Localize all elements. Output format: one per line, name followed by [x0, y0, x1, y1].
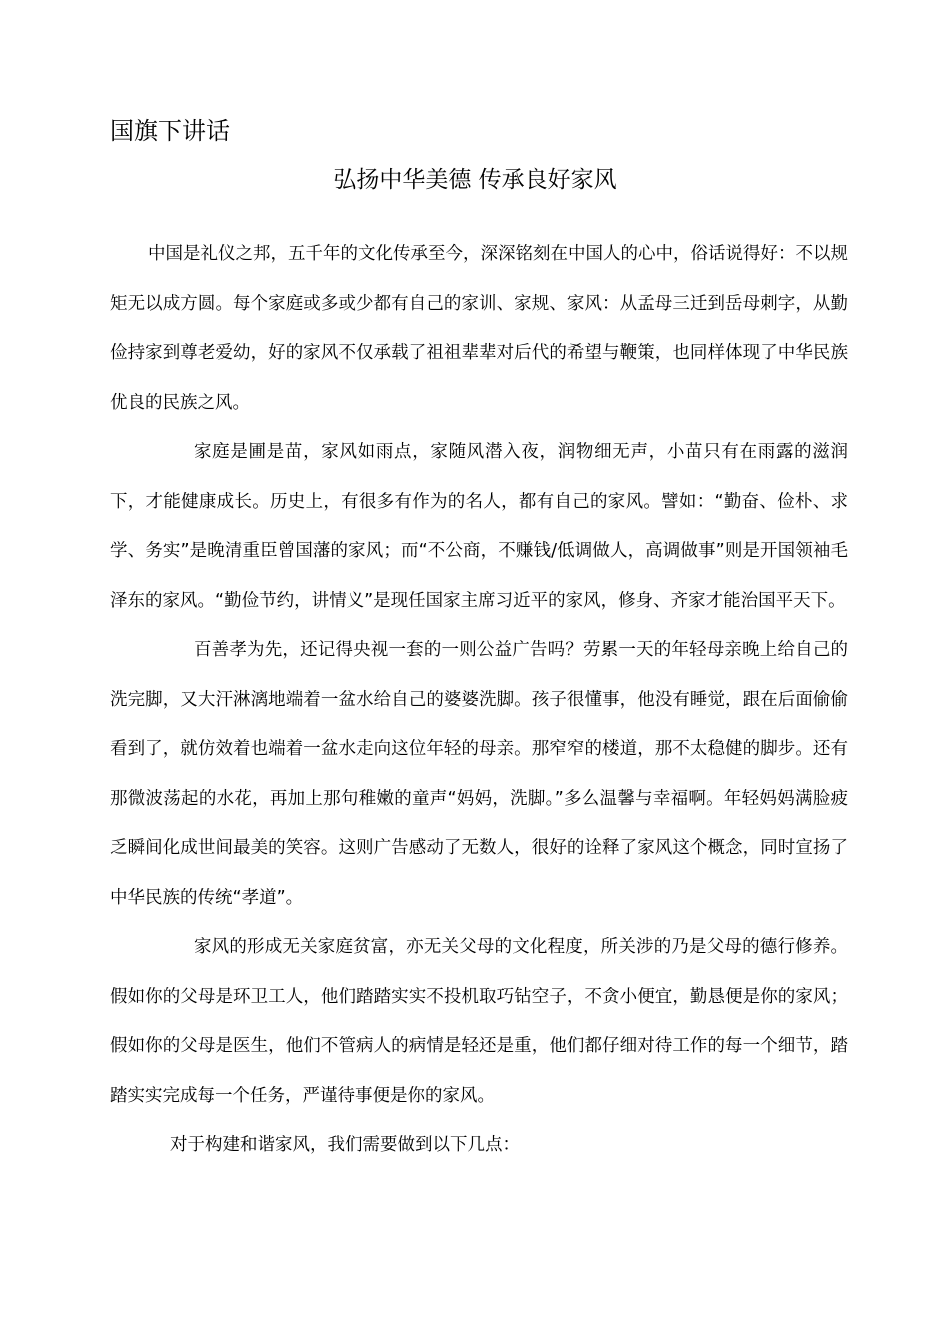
document-heading: 国旗下讲话	[110, 117, 230, 145]
paragraph: 家庭是圃是苗，家风如雨点，家随风潜入夜，润物细无声，小苗只有在雨露的滋润下，才能健康成长。历史上，有很多有作为的名人，都有自己的家风。譬如：“勤奋、俭朴、求学、务实”是晚清重臣曾国藩的家风；而“不公商，不赚钱/低调做人，高调做事”则是开国领袖毛泽东的家风。“勤俭节约，讲情义”是现任国家主席习近平的家风，修身、齐家才能治国平天下。	[110, 442, 848, 611]
speech-title: 弘扬中华美德 传承良好家风	[333, 167, 617, 193]
paragraph: 对于构建和谐家风，我们需要做到以下几点：	[170, 1135, 520, 1155]
paragraph: 中国是礼仪之邦，五千年的文化传承至今，深深铭刻在中国人的心中，俗话说得好：不以规矩无以成方圆。每个家庭或多或少都有自己的家训、家规、家风：从孟母三迁到岳母刺字，从勤俭持家到尊老爱幼，好的家风不仅承载了祖祖辈辈对后代的希望与鞭策，也同样体现了中华民族优良的民族之风。	[110, 244, 848, 413]
paragraph: 家风的形成无关家庭贫富，亦无关父母的文化程度，所关涉的乃是父母的德行修养。假如你的父母是环卫工人，他们踏踏实实不投机取巧钻空子，不贪小便宜，勤恳便是你的家风；假如你的父母是医生，他们不管病人的病情是轻还是重，他们都仔细对待工作的每一个细节，踏踏实实完成每一个任务，严谨待事便是你的家风。	[110, 937, 848, 1106]
speech-body	[110, 230, 848, 1171]
paragraph: 百善孝为先，还记得央视一套的一则公益广告吗？劳累一天的年轻母亲晚上给自己的洗完脚，又大汗淋漓地端着一盆水给自己的婆婆洗脚。孩子很懂事，他没有睡觉，跟在后面偷偷看到了，就仿效着也端着一盆水走向这位年轻的母亲。那窄窄的楼道，那不太稳健的脚步。还有那微波荡起的水花，再加上那句稚嫩的童声“妈妈，洗脚。”多么温馨与幸福啊。年轻妈妈满脸疲乏瞬间化成世间最美的笑容。这则广告感动了无数人，很好的诠释了家风这个概念，同时宣扬了中华民族的传统“孝道”。	[110, 640, 848, 908]
